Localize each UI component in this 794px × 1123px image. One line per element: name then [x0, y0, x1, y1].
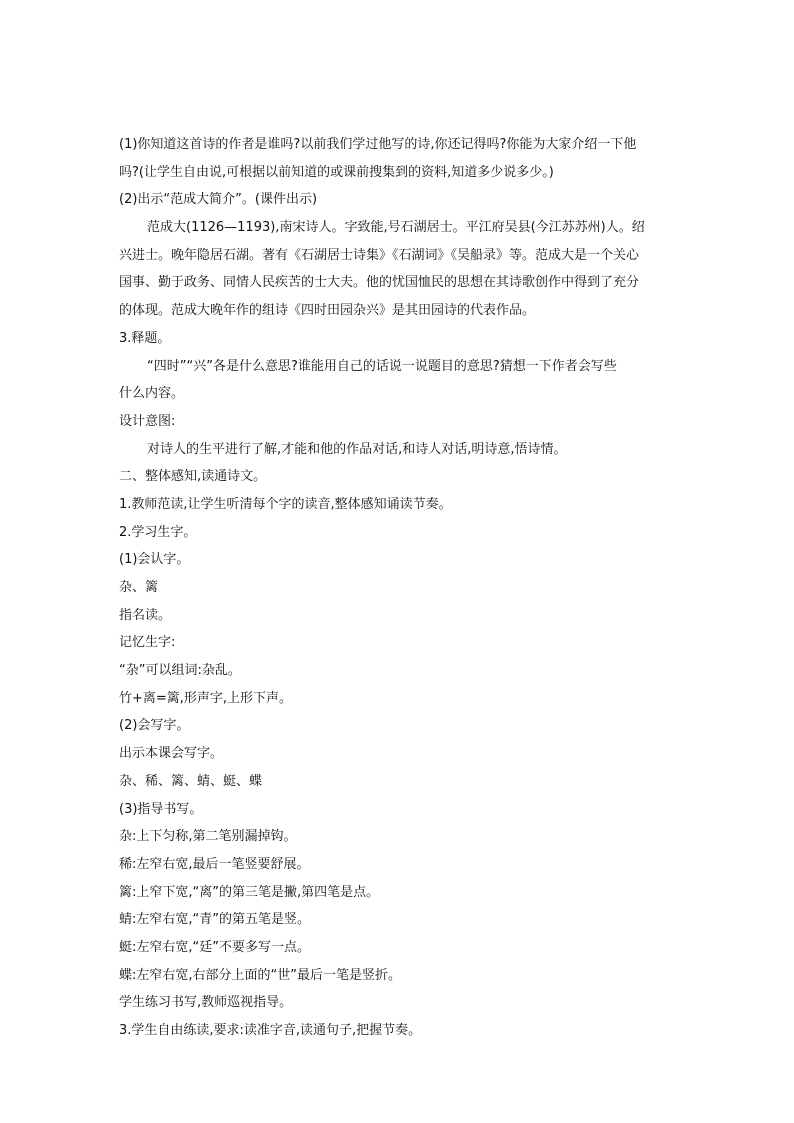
paragraph-line: 对诗人的生平进行了解,才能和他的作品对话,和诗人对话,明诗意,悟诗情。 [147, 441, 567, 457]
paragraph-line: 记忆生字: [119, 635, 176, 651]
section-heading: 二、整体感知,读通诗文。 [119, 469, 267, 485]
paragraph-line: “四时”“兴”各是什么意思?谁能用自己的话说一说题目的意思?猜想一下作者会写些 [147, 358, 617, 374]
paragraph-line: 学生练习书写,教师巡视指导。 [119, 995, 293, 1011]
paragraph-line: (2)出示“范成大简介”。(课件出示) [119, 192, 318, 208]
document-body [119, 131, 679, 1045]
paragraph-line: 吗?(让学生自由说,可根据以前知道的或课前搜集到的资料,知道多少说多少。) [119, 164, 554, 180]
stroke-guide-line: 篱:上窄下宽,“离”的第三笔是撇,第四笔是点。 [119, 884, 380, 900]
paragraph-line: (2)会写字。 [119, 718, 190, 734]
stroke-guide-line: 杂:上下匀称,第二笔别漏掉钩。 [119, 829, 297, 845]
paragraph-line: 1.教师范读,让学生听清每个字的读音,整体感知诵读节奏。 [119, 496, 452, 512]
character-list: 杂、篱 [119, 580, 159, 595]
paragraph-line: 的体现。范成大晚年作的组诗《四时田园杂兴》是其田园诗的代表作品。 [119, 303, 536, 319]
character-list: 杂、稀、篱、蜻、蜓、蝶 [119, 773, 263, 789]
stroke-guide-line: 蝶:左窄右宽,右部分上面的“世”最后一笔是竖折。 [119, 967, 401, 983]
paragraph-line: “杂”可以组词:杂乱。 [119, 663, 241, 679]
paragraph-line: (1)你知道这首诗的作者是谁吗?以前我们学过他写的诗,你还记得吗?你能为大家介绍一下他 [119, 137, 637, 152]
paragraph-line: 指名读。 [119, 607, 172, 623]
paragraph-line: 兴进士。晚年隐居石湖。著有《石湖居士诗集》《石湖词》《吴船录》等。范成大是一个关心 [119, 247, 640, 263]
design-intent-label: 设计意图: [119, 413, 176, 429]
stroke-guide-line: 蜓:左窄右宽,“廷”不要多写一点。 [119, 939, 310, 955]
paragraph-line: (3)指导书写。 [119, 801, 203, 817]
section-heading: 3.学生自由练读,要求:读准字音,读通句子,把握节奏。 [119, 1023, 422, 1038]
paragraph-line: 什么内容。 [119, 386, 185, 402]
stroke-guide-line: 稀:左窄右宽,最后一笔竖要舒展。 [119, 856, 310, 872]
paragraph-line: 出示本课会写字。 [119, 746, 224, 762]
paragraph-line: 范成大(1126—1193),南宋诗人。字致能,号石湖居士。平江府吴县(今江苏苏州)人。绍 [147, 220, 645, 236]
paragraph-line: (1)会认字。 [119, 552, 190, 568]
section-heading: 2.学习生字。 [119, 524, 197, 540]
paragraph-line: 国事、勤于政务、同情人民疾苦的士大夫。他的忧国恤民的思想在其诗歌创作中得到了充分 [119, 275, 640, 291]
paragraph-line: 竹+离=篱,形声字,上形下声。 [119, 690, 293, 706]
stroke-guide-line: 蜻:左窄右宽,“青”的第五笔是竖。 [119, 912, 310, 928]
section-heading: 3.释题。 [119, 330, 171, 346]
